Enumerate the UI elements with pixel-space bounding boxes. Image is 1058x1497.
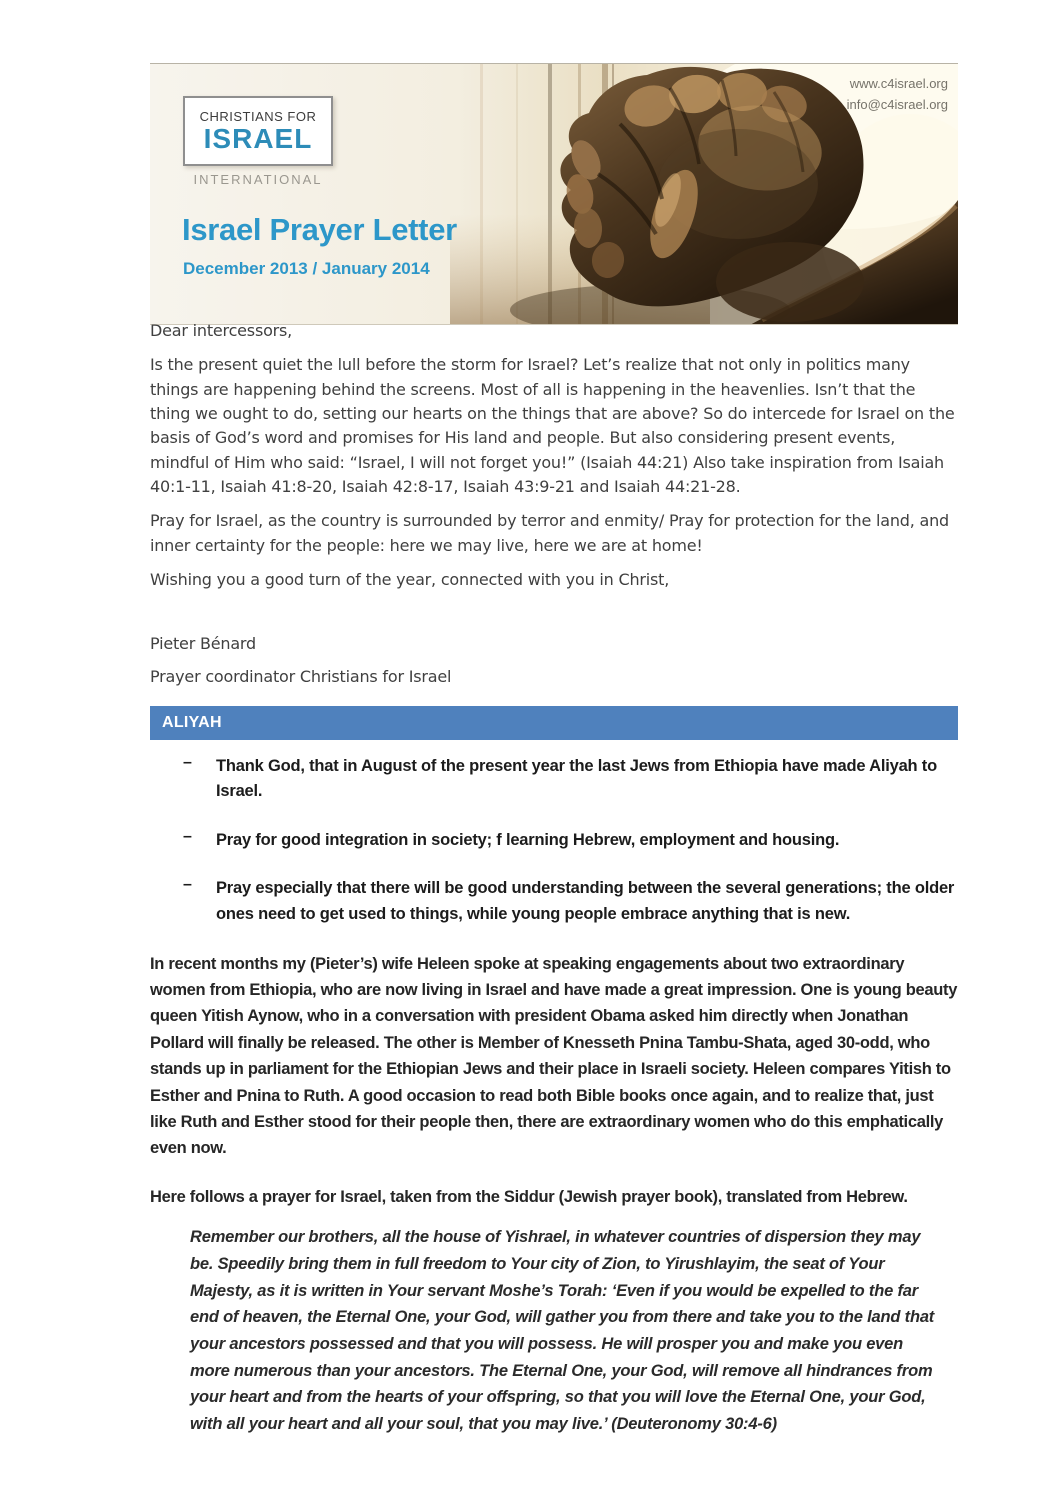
bullet-text: Thank God, that in August of the present year the last Jews from Ethiopia have made Aliyah to Israel. <box>216 756 937 801</box>
list-item <box>150 754 958 805</box>
website-link[interactable]: www.c4israel.org <box>849 76 948 91</box>
prayer-quote-text: Remember our brothers, all the house of Yishrael, in whatever countries of dispersion they may be. Speedily bring them in full freedom to Your city of Zion, to Yirushlayim, the seat of Your Majesty, as it is written in Your servant Moshe’s Torah: ‘Even if you would be expelled to the far end of heaven, the Eternal One, your God, will gather you from there and take you to the land that your ancestors possessed and that you will possess. He will prosper you and make you even more numerous than your ancestors. The Eternal One, your God, will remove all hindrances from your heart and from the hearts of your offspring, so that you will love the Eternal One, your God, with all your heart and all your soul, that you may live.’ <box>190 1228 935 1434</box>
newsletter-title: Israel Prayer Letter <box>182 212 457 247</box>
section-banner-aliyah <box>150 706 958 740</box>
letter-paragraph: Is the present quiet the lull before the storm for Israel? Let’s realize that not only in politics many things are happening behind the screens. Most of all is happening in the heavenlies. Isn’t that the thing we ought to do, setting our hearts on the things that are above? So do intercede for Israel on the basis of God’s word and promises for His land and people. But also considering present events, mindful of Him who said: “Israel, I will not forget you!” (Isaiah 44:21) Also take inspiration from Isaiah 40:1-11, Isaiah 41:8-20, Isaiah 42:8-17, Isaiah 43:9-21 and Isaiah 44:21-28. <box>150 355 955 496</box>
logo-text-israel: ISRAEL <box>203 122 313 154</box>
prayer-points-list <box>150 754 958 928</box>
logo-text-top: CHRISTIANS FOR <box>199 108 317 124</box>
newsletter-issue-date: December 2013 / January 2014 <box>183 259 430 278</box>
dash-bullet-icon: – <box>183 827 192 845</box>
header-banner <box>150 63 958 325</box>
aliyah-story-paragraph: In recent months my (Pieter’s) wife Heleen spoke at speaking engagements about two extraordinary women from Ethiopia, who are now living in Israel and have made a great impression. One is young beauty queen Yitish Aynow, who in a conversation with president Obama asked him directly when Jonathan Pollard will finally be released. The other is Member of Knesseth Pnina Tambu-Shata, aged 30-odd, who stands up in parliament for the Ethiopian Jews and their place in Israeli society. Heleen compares Yitish to Esther and Pnina to Ruth. A good occasion to read both Bible books once again, and to realize that, just like Ruth and Esther stood for their people then, there are extraordinary women who do this emphatically even now. <box>150 954 958 1158</box>
letter-paragraph: Pray for Israel, as the country is surrounded by terror and enmity/ Pray for protection for the land, and inner certainty for the people: here we may live, here we are at home! <box>150 511 950 555</box>
prayer-citation: (Deuteronomy 30:4-6) <box>611 1415 777 1434</box>
logo-text-international: INTERNATIONAL <box>193 172 323 187</box>
list-item <box>150 828 958 854</box>
letter-body <box>150 321 958 1438</box>
bullet-text: Pray especially that there will be good understanding between the several generations; the older ones need to get used to things, while young people embrace anything that is new. <box>216 879 955 923</box>
dash-bullet-icon: – <box>183 876 192 894</box>
email-link[interactable]: info@c4israel.org <box>846 96 948 112</box>
signature-role: Prayer coordinator Christians for Israel <box>150 667 452 687</box>
section-banner-label: ALIYAH <box>162 713 222 731</box>
christians-for-israel-logo <box>183 96 333 166</box>
prayer-intro: Here follows a prayer for Israel, taken from the Siddur (Jewish prayer book), translated from Hebrew. <box>150 1187 908 1206</box>
list-item <box>150 876 958 927</box>
dash-bullet-icon: – <box>183 753 192 771</box>
signature-block <box>150 632 958 690</box>
salutation-text: Dear intercessors, <box>150 321 293 340</box>
letter-paragraph: Wishing you a good turn of the year, connected with you in Christ, <box>150 569 670 589</box>
contact-links <box>847 74 948 116</box>
bullet-text: Pray for good integration in society; f learning Hebrew, employment and housing. <box>216 830 840 849</box>
siddur-prayer-quote <box>190 1224 942 1438</box>
signature-name: Pieter Bénard <box>150 634 256 654</box>
